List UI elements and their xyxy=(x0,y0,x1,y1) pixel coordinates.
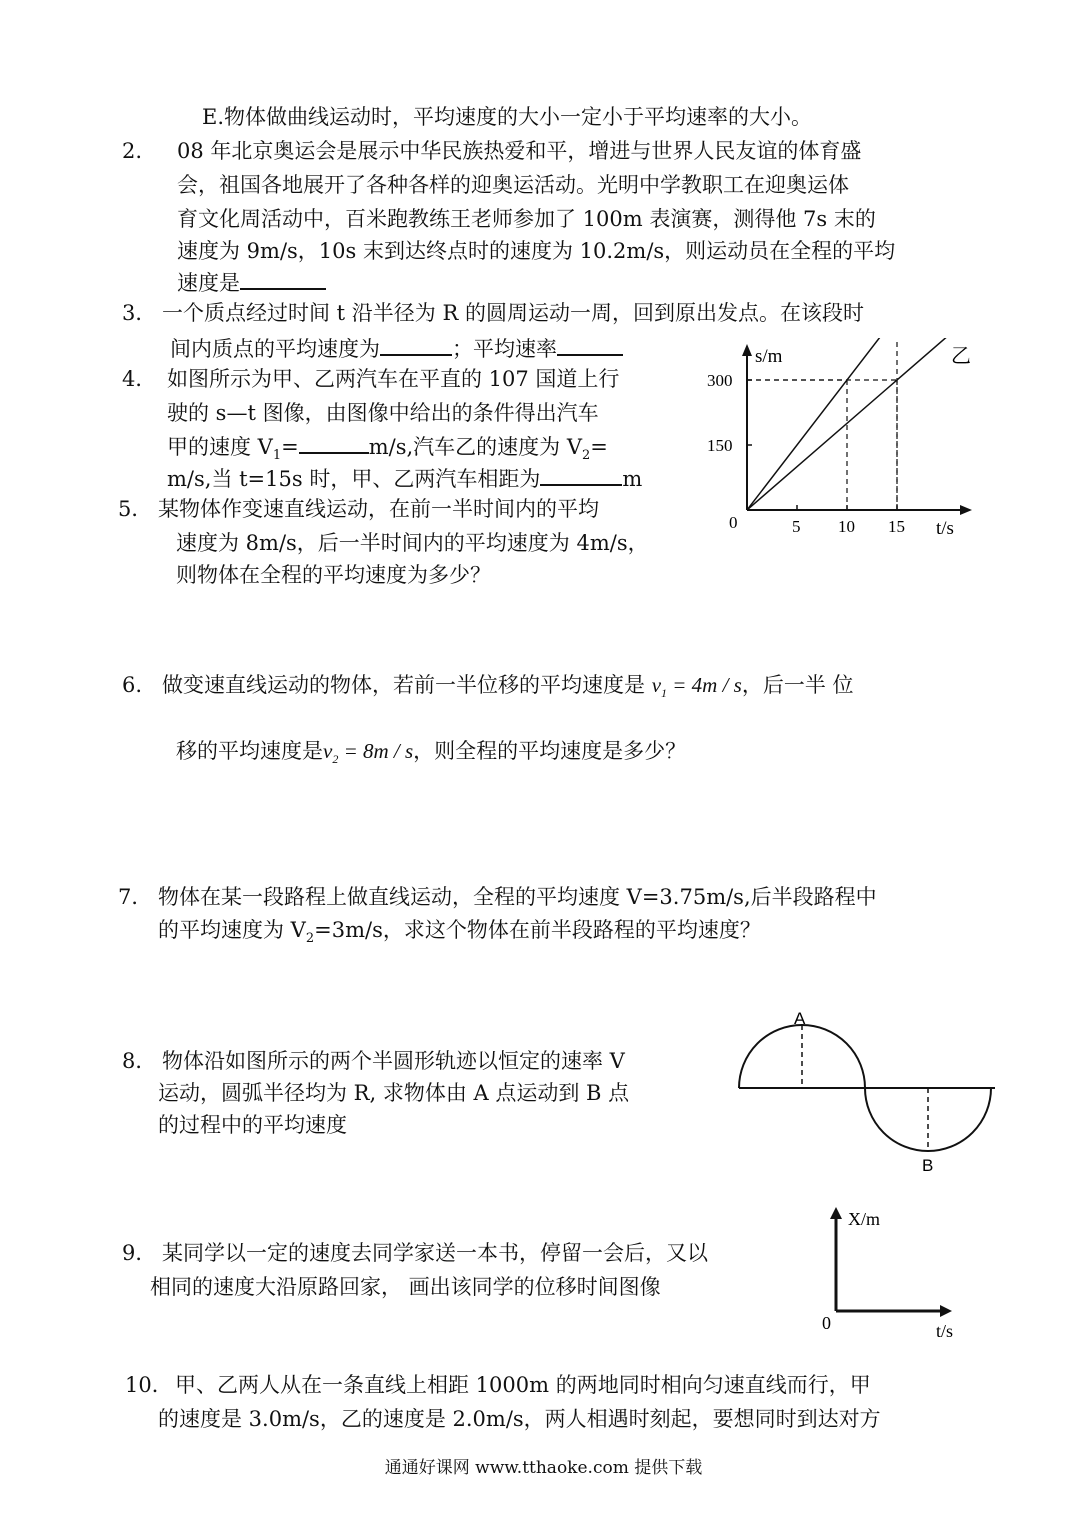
q2-line-5 xyxy=(177,266,326,298)
q4-line-2: 驶的 s—t 图像，由图像中给出的条件得出汽车 xyxy=(167,401,599,425)
q4-line-4a: m/s,当 t=15s 时，甲、乙两汽车相距为 xyxy=(167,467,541,491)
answer-blank[interactable] xyxy=(240,266,326,290)
q10-line-1: 甲、乙两人从在一条直线上相距 1000m 的两地同时相向匀速直线而行，甲 xyxy=(175,1373,871,1397)
q4-line-3b: = xyxy=(281,435,299,459)
q6-v1-formula xyxy=(651,673,742,701)
q4-v1-sub: 1 xyxy=(272,448,282,464)
semicircle-path-diagram xyxy=(730,1005,1000,1180)
q6-v2-sub: 2 xyxy=(332,752,339,767)
q6-v1-sub: 1 xyxy=(661,686,668,701)
q4-line-4 xyxy=(167,462,642,494)
x-tick-label: 5 xyxy=(792,517,801,536)
q7-line-2 xyxy=(158,915,761,954)
q10-line-2: 的速度是 3.0m/s，乙的速度是 2.0m/s，两人相遇时刻起，要想同时到达对方 xyxy=(158,1407,881,1431)
y-axis-label: s/m xyxy=(755,346,783,367)
q6-line-1a: 做变速直线运动的物体，若前一半位移的平均速度是 xyxy=(162,673,645,697)
q7-line-2a: 的平均速度为 V xyxy=(158,918,306,942)
q3-line-2 xyxy=(170,332,623,364)
st-chart xyxy=(700,338,980,548)
q4-v2-sub: 2 xyxy=(582,448,591,464)
q4-line-3d: = xyxy=(590,435,608,459)
q6-line-1 xyxy=(162,670,854,708)
q2-number: 2. xyxy=(122,139,143,163)
answer-blank[interactable] xyxy=(380,332,452,356)
q8-number: 8． xyxy=(122,1049,157,1073)
q6-number: 6. xyxy=(122,673,143,697)
q8-line-3: 的过程中的平均速度 xyxy=(158,1113,347,1137)
q9-line-1: 某同学以一定的速度去同学家送一本书，停留一会后，又以 xyxy=(162,1241,708,1265)
x-axis-arrow xyxy=(960,505,972,515)
x-axis-arrow xyxy=(940,1305,952,1317)
q9-number: 9． xyxy=(122,1241,157,1265)
q6-v1-value: = 4m / s xyxy=(672,673,742,697)
x-axis-label: t/s xyxy=(936,518,954,539)
q5-line-1: 某物体作变速直线运动，在前一半时间内的平均 xyxy=(158,497,599,521)
q6-line-1b: ，后一半 位 xyxy=(741,673,854,697)
answer-blank[interactable] xyxy=(557,332,623,356)
q10-number: 10． xyxy=(125,1373,173,1397)
origin-label: 0 xyxy=(822,1313,831,1333)
x-tick-label: 15 xyxy=(888,517,905,536)
q6-line-2 xyxy=(176,736,686,774)
q5-line-3: 则物体在全程的平均速度为多少？ xyxy=(176,563,491,587)
q7-line-2b: =3m/s，求这个物体在前半段路程的平均速度？ xyxy=(314,918,761,942)
series-label: 乙 xyxy=(951,343,971,368)
q3-line-2b: ；平均速率 xyxy=(452,337,557,361)
q6-v1-symbol: v xyxy=(651,673,662,697)
q7-number: 7． xyxy=(118,885,153,909)
y-tick-label: 150 xyxy=(707,436,733,455)
q5-line-2: 速度为 8m/s，后一半时间内的平均速度为 4m/s， xyxy=(176,531,649,555)
q2-line-5-text: 速度是 xyxy=(177,271,240,295)
q7-line-1: 物体在某一段路程上做直线运动，全程的平均速度 V=3.75m/s,后半段路程中 xyxy=(158,885,877,909)
q2-line-4: 速度为 9m/s，10s 末到达终点时的速度为 10.2m/s，则运动员在全程的平均 xyxy=(177,239,896,263)
x-tick-label: 10 xyxy=(838,517,855,536)
q4-line-1: 如图所示为甲、乙两汽车在平直的 107 国道上行 xyxy=(167,367,620,391)
q4-number: 4． xyxy=(122,367,157,391)
q4-line-4b: m xyxy=(622,467,643,491)
q6-v2-value: = 8m / s xyxy=(343,739,414,763)
q4-line-3c: m/s,汽车乙的速度为 V xyxy=(368,435,583,459)
q3-line-1: 一个质点经过时间 t 沿半径为 R 的圆周运动一周，回到原出发点。在该段时 xyxy=(162,301,864,325)
q8-line-2: 运动，圆弧半径均为 R, 求物体由 A 点运动到 B 点 xyxy=(158,1081,630,1105)
q6-line-2a: 移的平均速度是 xyxy=(176,739,323,763)
q2-line-1: 08 年北京奥运会是展示中华民族热爱和平，增进与世界人民友谊的体育盛 xyxy=(177,139,862,163)
y-axis-arrow xyxy=(742,344,752,356)
origin-label: 0 xyxy=(729,513,738,532)
q5-number: 5． xyxy=(118,497,153,521)
q6-v2-symbol: v xyxy=(323,739,333,763)
xt-blank-axes xyxy=(812,1205,972,1345)
point-a-label: A xyxy=(794,1009,806,1028)
answer-blank[interactable] xyxy=(540,462,622,486)
x-axis-label: t/s xyxy=(936,1321,954,1341)
q6-line-2b: ，则全程的平均速度是多少？ xyxy=(413,739,687,763)
q3-line-2a: 间内质点的平均速度为 xyxy=(170,337,380,361)
q1-option-e: E.物体做曲线运动时，平均速度的大小一定小于平均速率的大小。 xyxy=(202,105,813,129)
y-tick-label: 300 xyxy=(707,371,733,390)
q4-line-3a: 甲的速度 V xyxy=(167,435,273,459)
q2-line-2: 会，祖国各地展开了各种各样的迎奥运活动。光明中学教职工在迎奥运体 xyxy=(177,173,849,197)
point-b-label: B xyxy=(922,1156,934,1175)
answer-blank[interactable] xyxy=(299,430,369,454)
y-axis-label: X/m xyxy=(848,1209,881,1229)
q8-line-1: 物体沿如图所示的两个半圆形轨迹以恒定的速率 V xyxy=(162,1049,625,1073)
q7-v2-sub: 2 xyxy=(305,931,315,947)
q3-number: 3． xyxy=(122,301,157,325)
q9-line-2: 相同的速度大沿原路回家， 画出该同学的位移时间图像 xyxy=(150,1275,661,1299)
q2-line-3: 育文化周活动中，百米跑教练王老师参加了 100m 表演赛，测得他 7s 末的 xyxy=(177,207,876,231)
q6-v2-formula xyxy=(323,739,414,767)
footer-source: 通通好课网 www.tthaoke.com 提供下载 xyxy=(384,1458,703,1478)
y-axis-arrow xyxy=(830,1207,842,1219)
